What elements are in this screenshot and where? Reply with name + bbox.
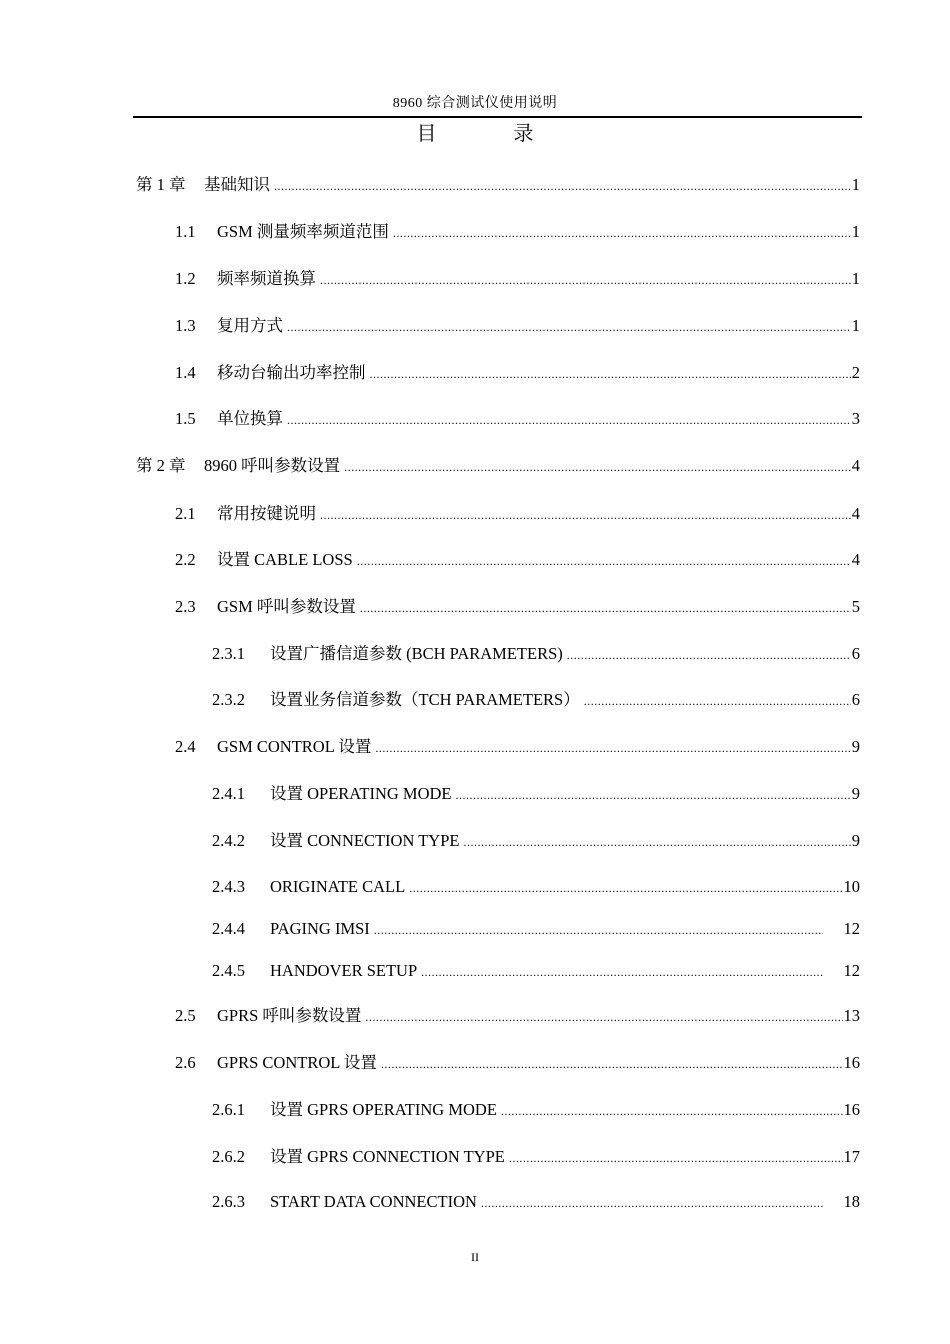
- page-header-title: 8960 综合测试仪使用说明: [392, 96, 558, 111]
- toc-entry-number: 2.6.3: [212, 1192, 245, 1211]
- toc-entry-page: 12: [843, 961, 860, 980]
- toc-entry-page: 1: [851, 316, 860, 335]
- toc-entry-2-3-2[interactable]: [212, 689, 860, 711]
- toc-entry-title: 设置 CONNECTION TYPE: [270, 831, 460, 850]
- toc-entry-number: 2.4.2: [212, 831, 245, 850]
- toc-entry-title: PAGING IMSI: [270, 919, 370, 938]
- toc-entry-page: 6: [851, 644, 860, 663]
- toc-entry-number: 1.3: [175, 316, 196, 335]
- toc-entry-page: 1: [851, 222, 860, 241]
- toc-entry-page: 12: [843, 919, 860, 938]
- toc-entry-number: 2.4.3: [212, 877, 245, 896]
- toc-entry-number: 1.5: [175, 409, 196, 428]
- dot-leader: [456, 784, 851, 806]
- toc-entry-2-4-4[interactable]: [212, 918, 860, 940]
- dot-leader: [501, 1100, 843, 1122]
- toc-entry-title: 移动台输出功率控制: [217, 363, 366, 382]
- toc-entry-title: 常用按键说明: [217, 504, 316, 523]
- toc-heading: 目 录: [416, 123, 570, 145]
- toc-entry-number: 第 2 章: [136, 456, 186, 475]
- toc-entry-2-5[interactable]: [175, 1005, 860, 1027]
- toc-entry-number: 2.6.2: [212, 1147, 245, 1166]
- toc-entry-2-2[interactable]: [175, 549, 860, 571]
- toc-entry-2-4-1[interactable]: [212, 783, 860, 805]
- toc-entry-page: 18: [843, 1192, 860, 1211]
- dot-leader: [393, 222, 851, 244]
- toc-entry-page: 13: [843, 1006, 860, 1025]
- toc-entry-title: GSM 测量频率频道范围: [217, 222, 389, 241]
- toc-entry-title: 设置 GPRS OPERATING MODE: [270, 1100, 497, 1119]
- toc-entry-title: GPRS CONTROL 设置: [217, 1053, 377, 1072]
- toc-entry-2-6-2[interactable]: [212, 1146, 860, 1168]
- toc-entry-title: GSM 呼叫参数设置: [217, 597, 356, 616]
- toc-entry-number: 2.4: [175, 737, 196, 756]
- toc-entry-title: 设置业务信道参数（TCH PARAMETERS）: [270, 690, 580, 709]
- toc-entry-number: 2.5: [175, 1006, 196, 1025]
- toc-entry-page: 4: [851, 456, 860, 475]
- toc-entry-page: 4: [851, 550, 860, 569]
- toc-entry-2-3[interactable]: [175, 596, 860, 618]
- toc-entry-2-1[interactable]: [175, 503, 860, 525]
- toc-entry-number: 2.6.1: [212, 1100, 245, 1119]
- dot-leader: [357, 550, 851, 572]
- toc-entry-number: 2.3.2: [212, 690, 245, 709]
- toc-entry-ch1[interactable]: [136, 174, 860, 196]
- toc-entry-title: 频率频道换算: [217, 269, 316, 288]
- toc-entry-page: 9: [851, 784, 860, 803]
- toc-entry-page: 17: [843, 1147, 860, 1166]
- toc-entry-title: 复用方式: [217, 316, 283, 335]
- toc-entry-title: 设置广播信道参数 (BCH PARAMETERS): [270, 644, 563, 663]
- toc-entry-title: 基础知识: [204, 175, 270, 194]
- dot-leader: [365, 1006, 842, 1028]
- dot-leader: [344, 456, 851, 478]
- toc-entry-page: 9: [851, 831, 860, 850]
- toc-entry-title: HANDOVER SETUP: [270, 961, 418, 980]
- toc-entry-1-1[interactable]: [175, 221, 860, 243]
- dot-leader: [381, 1053, 843, 1075]
- dot-leader: [287, 316, 851, 338]
- toc-entry-number: 2.4.5: [212, 961, 245, 980]
- toc-entry-page: 1: [851, 175, 860, 194]
- toc-entry-page: 10: [843, 877, 860, 896]
- toc-entry-2-4[interactable]: [175, 736, 860, 758]
- dot-leader: [320, 269, 851, 291]
- toc-entry-2-3-1[interactable]: [212, 643, 860, 665]
- toc-entry-title: 设置 OPERATING MODE: [270, 784, 452, 803]
- toc-entry-title: 单位换算: [217, 409, 283, 428]
- dot-leader: [463, 831, 850, 853]
- dot-leader: [274, 175, 851, 197]
- toc-entry-ch2[interactable]: [136, 455, 860, 477]
- dot-leader: [360, 597, 851, 619]
- toc-entry-number: 2.4.1: [212, 784, 245, 803]
- toc-entry-number: 1.1: [175, 222, 196, 241]
- toc-entry-number: 2.4.4: [212, 919, 245, 938]
- toc-entry-2-4-2[interactable]: [212, 830, 860, 852]
- dot-leader: [375, 737, 850, 759]
- toc-entry-1-5[interactable]: [175, 408, 860, 430]
- dot-leader: [320, 504, 851, 526]
- toc-entry-number: 2.1: [175, 504, 196, 523]
- toc-entry-page: 16: [843, 1100, 860, 1119]
- toc-entry-page: 5: [851, 597, 860, 616]
- dot-leader: [370, 363, 851, 385]
- toc-entry-page: 4: [851, 504, 860, 523]
- dot-leader: [509, 1147, 843, 1169]
- toc-entry-2-4-3[interactable]: [212, 876, 860, 898]
- toc-entry-2-6-3[interactable]: [212, 1191, 860, 1213]
- dot-leader: [481, 1192, 823, 1214]
- toc-entry-title: ORIGINATE CALL: [270, 877, 406, 896]
- toc-entry-page: 1: [851, 269, 860, 288]
- dot-leader: [567, 644, 851, 666]
- toc-entry-number: 2.2: [175, 550, 196, 569]
- footer-page-number: II: [471, 1250, 479, 1264]
- toc-entry-number: 1.4: [175, 363, 196, 382]
- toc-entry-page: 2: [851, 363, 860, 382]
- toc-entry-2-6-1[interactable]: [212, 1099, 860, 1121]
- toc-entry-page: 16: [843, 1053, 860, 1072]
- dot-leader: [287, 409, 851, 431]
- toc-entry-number: 2.3.1: [212, 644, 245, 663]
- toc-entry-number: 2.3: [175, 597, 196, 616]
- toc-entry-title: GPRS 呼叫参数设置: [217, 1006, 362, 1025]
- toc-entry-1-3[interactable]: [175, 315, 860, 337]
- dot-leader: [409, 877, 842, 899]
- toc-entry-2-6[interactable]: [175, 1052, 860, 1074]
- toc-entry-page: 6: [851, 690, 860, 709]
- toc-entry-title: 设置 CABLE LOSS: [217, 550, 353, 569]
- toc-entry-title: 8960 呼叫参数设置: [204, 456, 341, 475]
- toc-entry-number: 1.2: [175, 269, 196, 288]
- dot-leader: [374, 919, 823, 941]
- toc-entry-title: START DATA CONNECTION: [270, 1192, 477, 1211]
- toc-entry-number: 2.6: [175, 1053, 196, 1072]
- toc-entry-2-4-5[interactable]: [212, 960, 860, 982]
- toc-entry-title: GSM CONTROL 设置: [217, 737, 372, 756]
- toc-entry-number: 第 1 章: [136, 175, 186, 194]
- toc-entry-page: 3: [851, 409, 860, 428]
- toc-entry-1-4[interactable]: [175, 362, 860, 384]
- dot-leader: [584, 690, 851, 712]
- toc-entry-title: 设置 GPRS CONNECTION TYPE: [270, 1147, 505, 1166]
- toc-entry-page: 9: [851, 737, 860, 756]
- toc-entry-1-2[interactable]: [175, 268, 860, 290]
- dot-leader: [421, 961, 823, 983]
